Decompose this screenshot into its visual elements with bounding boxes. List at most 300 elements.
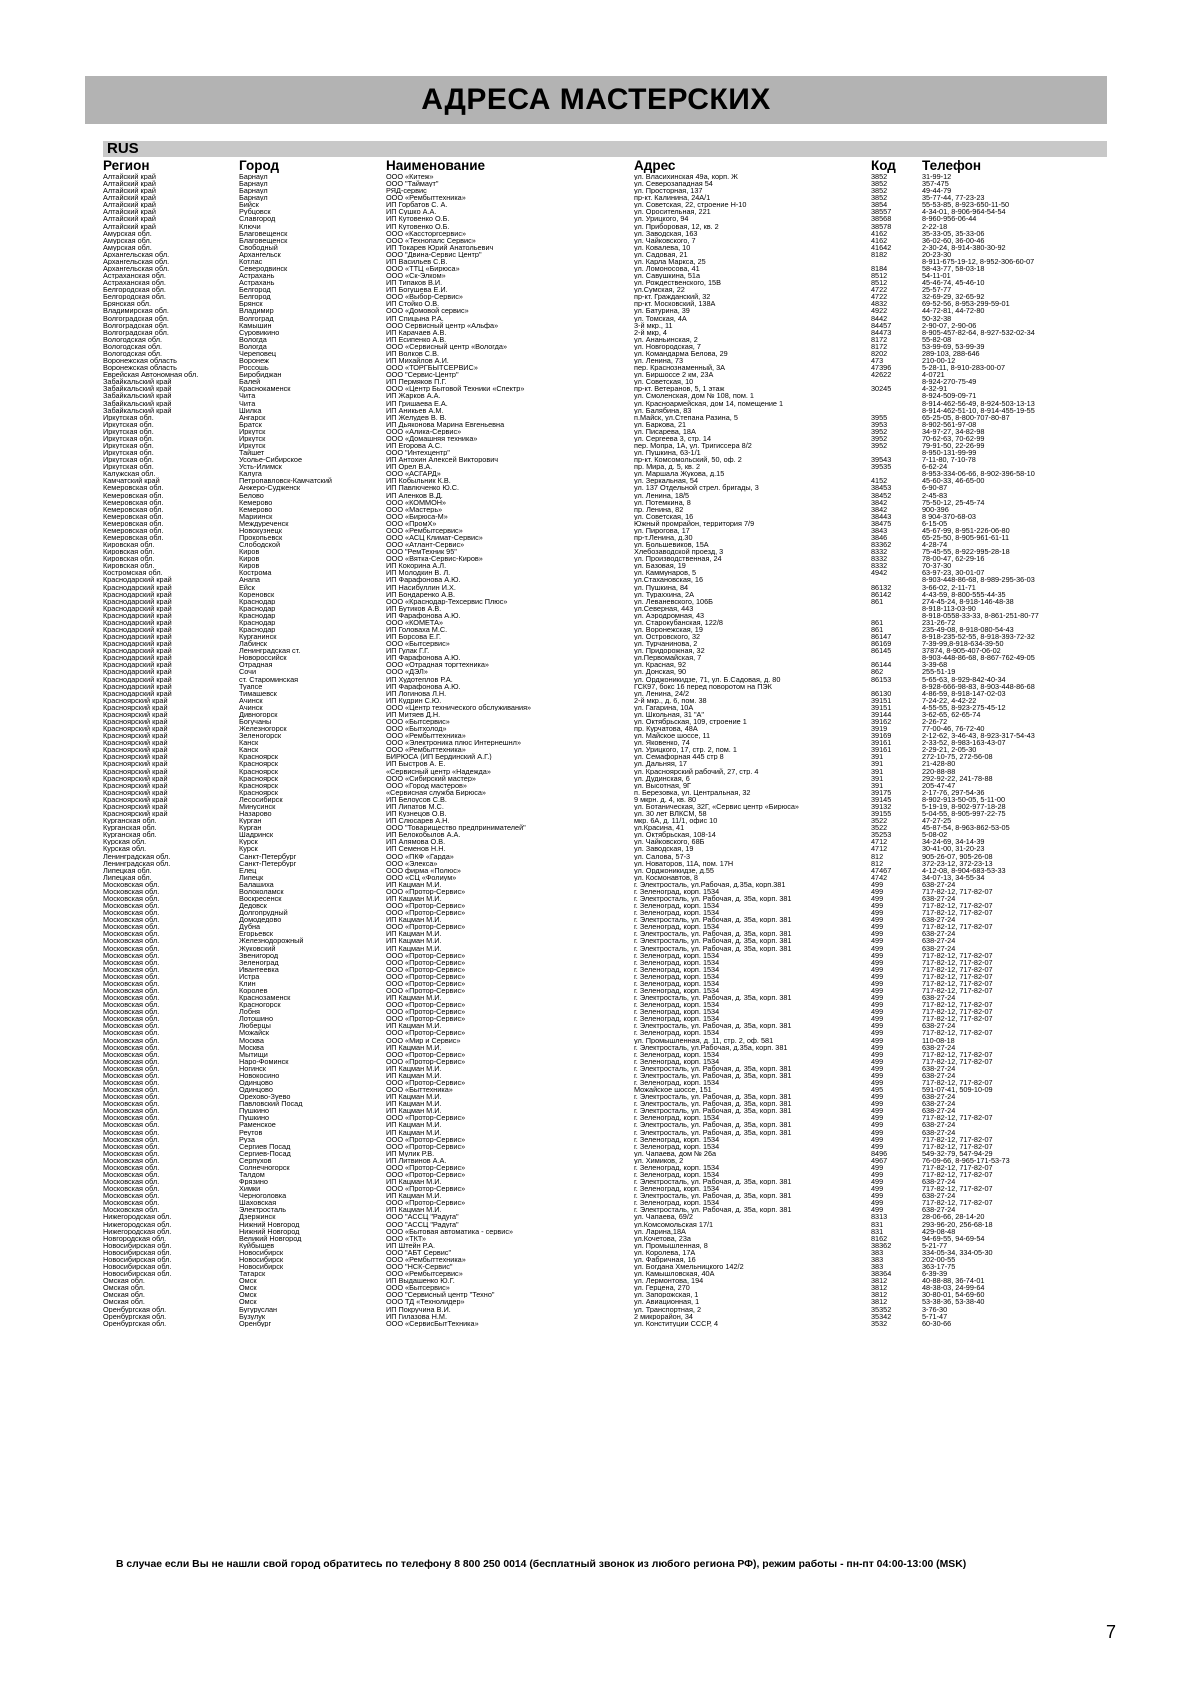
cell-region: Московская обл. (103, 1071, 160, 1079)
cell-region: Омская обл. (103, 1284, 145, 1292)
cell-code: 4712 (871, 845, 888, 853)
cell-phone: 717-82-12, 717-82-07 (922, 1008, 993, 1016)
table-row (103, 1114, 1107, 1121)
cell-region: Краснодарский край (103, 661, 172, 669)
cell-city: Владимир (239, 307, 274, 315)
cell-name: ООО «Рембыттехника» (386, 746, 466, 754)
cell-name: ООО "Сервисный центр "Техно" (386, 1291, 495, 1299)
cell-phone: 5-65-63, 8-929-842-40-34 (922, 675, 1006, 683)
cell-city: Череповец (239, 349, 277, 358)
cell-code: 3842 (871, 505, 888, 513)
table-row (103, 1206, 1107, 1213)
cell-address: г. Зеленоград, корп. 1534 (634, 1050, 720, 1058)
cell-name: «Сервисная служба Бирюса» (386, 788, 486, 796)
table-row (103, 591, 1107, 598)
cell-region: Алтайский край (103, 173, 156, 181)
cell-code: 8184 (871, 265, 888, 273)
table-row (103, 1044, 1107, 1051)
cell-code: 499 (871, 1057, 884, 1065)
table-row (103, 1228, 1107, 1235)
cell-phone: 34-24-69, 34-14-39 (922, 838, 985, 846)
cell-address: ул. Дудинская, 6 (634, 774, 690, 782)
table-row (103, 513, 1107, 520)
table-row (103, 1277, 1107, 1284)
cell-region: Краснодарский край (103, 626, 172, 634)
cell-region: Кемеровская обл. (103, 491, 164, 499)
cell-city: Краснодар (239, 597, 276, 605)
cell-region: Московская обл. (103, 909, 160, 917)
cell-name: ООО «ПромХ» (386, 519, 437, 527)
cell-region: Красноярский край (103, 774, 168, 782)
cell-code: 4967 (871, 1156, 888, 1164)
cell-region: Архангельская обл. (103, 250, 170, 258)
cell-code (871, 654, 922, 661)
cell-phone: 638-27-24 (922, 1107, 956, 1115)
cell-city: Пушкино (239, 1114, 270, 1122)
cell-address: г. Зеленоград, корп. 1534 (634, 958, 720, 966)
cell-code: 831 (871, 1227, 884, 1235)
cell-city: Назарово (239, 810, 272, 818)
cell-city: Рубцовск (239, 208, 271, 216)
cell-phone: 8 904-370-68-03 (922, 512, 976, 520)
cell-name: ООО «Бытсервис» (386, 1284, 450, 1292)
cell-address: г. Зеленоград, корп. 1534 (634, 1163, 720, 1172)
table-row (103, 640, 1107, 647)
cell-region: Краснодарский край (103, 654, 172, 662)
cell-code: 499 (871, 972, 884, 980)
table-row (103, 1079, 1107, 1086)
table-row (103, 506, 1107, 513)
table-row (103, 1235, 1107, 1242)
cell-city: Чита (239, 392, 256, 400)
cell-phone: 5-08-02 (922, 831, 948, 839)
table-row (103, 499, 1107, 506)
table-row (103, 782, 1107, 789)
cell-address: г. Электросталь, ул. Рабочая, д. 35а, корп. 381 (634, 1064, 792, 1072)
cell-phone: 717-82-12, 717-82-07 (922, 1057, 993, 1065)
cell-phone: 47-27-25 (922, 817, 952, 825)
cell-address: ул.Северная, 443 (634, 604, 694, 612)
cell-code: 3812 (871, 1284, 888, 1292)
cell-address: ул. Октябрьская, 108-14 (634, 831, 716, 839)
cell-address: г. Электросталь, ул. Рабочая, д. 35а, корп. 381 (634, 1022, 792, 1030)
cell-address: пр-кт. Гражданский, 32 (634, 293, 711, 301)
table-row (103, 647, 1107, 654)
cell-address: ул.Сумская, 22 (634, 286, 685, 294)
cell-phone: 8-918-113-03-90 (922, 604, 976, 612)
cell-phone: 638-27-24 (922, 1121, 956, 1129)
table-row (103, 1199, 1107, 1206)
cell-address: г. Зеленоград, корп. 1534 (634, 1008, 720, 1016)
cell-phone: 334-05-34, 334-05-30 (922, 1248, 993, 1256)
cell-region: Кемеровская обл. (103, 505, 164, 513)
cell-city: Краснокаменск (239, 385, 291, 393)
cell-address: пер. Мопра, 1А, ул. Тригиссера 8/2 (634, 441, 752, 450)
table-row (103, 548, 1107, 555)
cell-city: Жуковский (239, 944, 276, 952)
cell-code: 86132 (871, 583, 892, 591)
cell-name: ООО «Технопалс Сервис» (386, 236, 476, 244)
table-row (103, 746, 1107, 753)
cell-city: Зеленогорск (239, 732, 282, 740)
cell-code: 3852 (871, 180, 888, 188)
cell-address: ул. Батурина, 39 (634, 307, 690, 315)
table-row (103, 1213, 1107, 1220)
cell-city: Усолье-Сибирское (239, 456, 303, 464)
cell-code: 86144 (871, 661, 892, 669)
cell-phone: 255-51-19 (922, 668, 956, 676)
cell-name: ООО «Протор-Сервис» (386, 909, 466, 917)
cell-city: Раменское (239, 1121, 276, 1129)
cell-code: 4942 (871, 569, 888, 577)
table-row (103, 937, 1107, 944)
table-row (103, 1313, 1107, 1320)
table-body (103, 173, 1107, 1327)
cell-code: 39169 (871, 732, 892, 740)
cell-region: Оренбургская обл. (103, 1312, 167, 1320)
cell-address: ул.Красина, 41 (634, 824, 685, 832)
table-row (103, 704, 1107, 711)
cell-code: 3952 (871, 434, 888, 442)
cell-name: ИП Орел В.А. (386, 463, 433, 471)
cell-name: ООО «Краснодар-Техсервис Плюс» (386, 597, 508, 605)
cell-name: ООО «КОМЕТА» (386, 618, 444, 626)
cell-name: ООО «Центр технического обслуживания» (386, 703, 532, 711)
cell-region: Краснодарский край (103, 668, 172, 676)
cell-name: ИП Кацман М.И. (386, 1064, 442, 1072)
cell-city: Зеленоград (239, 958, 279, 966)
cell-region: Алтайский край (103, 194, 156, 202)
table-row (103, 244, 1107, 251)
cell-name: ИП Бутиков А.В. (386, 604, 442, 612)
table-row (103, 484, 1107, 491)
cell-city: Омск (239, 1284, 257, 1292)
cell-code: 383 (871, 1248, 884, 1256)
cell-address: г. Электросталь, ул.Рабочая, д.35а, корп.381 (634, 880, 786, 888)
table-row (103, 874, 1107, 881)
table-row (103, 945, 1107, 952)
cell-address: ул. Чайковского, 7 (634, 236, 696, 244)
cell-city: Прокопьевск (239, 533, 283, 542)
cell-address: ул. Придорожная, 32 (634, 647, 705, 655)
cell-address: ул. Ботаническая, 32Г, «Сервис центр «Бирюса» (634, 802, 799, 811)
table-row (103, 421, 1107, 428)
cell-phone: 20-23-30 (922, 250, 952, 258)
table-row (103, 853, 1107, 860)
cell-address: ул. Писарева, 18А (634, 427, 696, 435)
cell-city: Омск (239, 1291, 257, 1299)
cell-code: 38443 (871, 512, 892, 520)
cell-code: 3812 (871, 1291, 888, 1299)
table-row (103, 661, 1107, 668)
table-row (103, 555, 1107, 562)
cell-phone: 45-46-74, 45-46-10 (922, 279, 985, 287)
table-row (103, 619, 1107, 626)
cell-address: 2-й мкр, 4 (634, 328, 667, 336)
table-row (103, 1164, 1107, 1171)
cell-address: г. Электросталь, ул. Рабочая, д. 35а, корп. 381 (634, 1121, 792, 1129)
cell-region: Вологодская обл. (103, 349, 163, 358)
cell-address: ул. Чапаева, 69/2 (634, 1213, 693, 1221)
cell-phone: 21-428-80 (922, 760, 956, 768)
table-row (103, 527, 1107, 534)
cell-city: Иркутск (239, 427, 266, 435)
cell-city: Звенигород (239, 951, 279, 959)
cell-code: 499 (871, 1206, 884, 1214)
cell-city: Дивногорск (239, 710, 278, 719)
cell-city: Одинцово (239, 1079, 273, 1087)
cell-code: 86130 (871, 689, 892, 697)
table-header-row (103, 158, 1107, 173)
cell-city: Ивантеевка (239, 965, 279, 973)
cell-code: 38453 (871, 484, 892, 492)
cell-code: 8512 (871, 279, 888, 287)
cell-address: пр-кт. Ветеранов, 5, 1 этаж (634, 385, 725, 393)
cell-code: 383 (871, 1255, 884, 1264)
cell-region: Нижегородская обл. (103, 1220, 172, 1228)
cell-phone: 2-26-72 (922, 718, 948, 726)
cell-region: Белгородская обл. (103, 286, 166, 294)
table-row (103, 520, 1107, 527)
cell-city: Бугуруслан (239, 1305, 278, 1313)
cell-city: Ачинск (239, 703, 263, 711)
cell-address: г. Электросталь, ул. Рабочая, д. 35а, корп. 381 (634, 1206, 792, 1214)
cell-phone: 235-49-08, 8-918-080-54-43 (922, 626, 1014, 634)
cell-code: 39535 (871, 463, 892, 471)
page-title: АДРЕСА МАСТЕРСКИХ (421, 83, 771, 116)
table-row (103, 576, 1107, 583)
table-row (103, 718, 1107, 725)
table-row (103, 810, 1107, 817)
cell-region: Московская обл. (103, 1142, 160, 1150)
table-row (103, 400, 1107, 407)
cell-name: ИП Есипенко А.В. (386, 335, 447, 343)
cell-name: ИП Спицына Р.А. (386, 314, 444, 322)
cell-code: 39144 (871, 710, 892, 719)
cell-code: 86142 (871, 590, 892, 598)
cell-address: ул. Производственная, 24 (634, 555, 722, 563)
cell-name: ИП Васильев С.В. (386, 257, 448, 266)
cell-phone: 5-19-19, 8-902-977-18-28 (922, 802, 1006, 811)
table-row (103, 463, 1107, 470)
table-row (103, 676, 1107, 683)
cell-address: ул. Семафорная 445 стр 8 (634, 753, 724, 761)
cell-address: ул. Заводская, 19 (634, 845, 694, 853)
cell-city: Балей (239, 378, 261, 386)
cell-city: Мытищи (239, 1050, 268, 1058)
cell-city: Слободской (239, 541, 281, 549)
cell-name: ООО «Протор-Сервис» (386, 1114, 466, 1122)
cell-region: Астраханская обл. (103, 279, 166, 287)
cell-city: Электросталь (239, 1206, 287, 1214)
cell-code (871, 449, 922, 456)
cell-phone: 45-87-54, 8-963-862-53-05 (922, 824, 1010, 832)
cell-code: 499 (871, 986, 884, 995)
cell-name: ООО «Быттехника» (386, 1086, 453, 1094)
cell-address: ул. Красноармейская, дом 14, помещение 1 (634, 399, 784, 407)
cell-code: 3919 (871, 725, 888, 733)
cell-region: Амурская обл. (103, 243, 152, 251)
cell-phone: 4-34-01, 8-906-964-54-54 (922, 208, 1006, 216)
cell-region: Нижегородская обл. (103, 1213, 172, 1221)
cell-region: Еврейская Автономная обл. (103, 371, 199, 379)
cell-phone: 429-08-48 (922, 1227, 956, 1235)
header-name: Наименование (386, 158, 486, 173)
cell-city: Иркутск (239, 441, 266, 450)
cell-name: ИП Кацман М.И. (386, 880, 442, 888)
cell-code: 499 (871, 1107, 884, 1115)
cell-city: Бузулук (239, 1312, 266, 1320)
cell-name: ИП Фарафонова А.Ю. (386, 611, 461, 619)
cell-address: ул. Приборовая, 12, кв. 2 (634, 222, 719, 230)
cell-code: 391 (871, 760, 884, 768)
cell-phone: 292-92-22, 241-78-88 (922, 774, 993, 782)
cell-code: 39151 (871, 703, 892, 711)
cell-region: Кировская обл. (103, 562, 155, 570)
cell-code: 4832 (871, 300, 888, 308)
cell-name: ООО «Протор-Сервис» (386, 1050, 466, 1058)
cell-code: 39132 (871, 802, 892, 811)
cell-city: Краснозаменск (239, 994, 291, 1002)
cell-code (871, 612, 922, 619)
cell-address: ул. Савушкина, 51а (634, 272, 701, 280)
table-row (103, 265, 1107, 272)
cell-name: ООО ТД «Технолидер» (386, 1298, 465, 1306)
table-row (103, 987, 1107, 994)
cell-city: Славгород (239, 215, 276, 223)
cell-phone: 4-43-59, 8-800-555-44-35 (922, 590, 1006, 598)
cell-phone: 717-82-12, 717-82-07 (922, 1050, 993, 1058)
cell-code: 861 (871, 626, 884, 634)
cell-address: ул. Каммунаров, 5 (634, 569, 697, 577)
cell-code: 499 (871, 930, 884, 938)
cell-phone: 5-71-47 (922, 1312, 948, 1320)
cell-address: г. Электросталь, ул. Рабочая, д. 35а, корп. 381 (634, 1071, 792, 1079)
cell-city: Лабинск (239, 640, 267, 648)
cell-address: ул. Урицкого, 94 (634, 215, 689, 223)
cell-name: ООО «Рембыттехника» (386, 1255, 466, 1264)
cell-name: ИП Кацман М.И. (386, 1071, 442, 1079)
cell-city: Лобня (239, 1008, 261, 1016)
cell-code (871, 605, 922, 612)
cell-phone: 6-15-05 (922, 519, 948, 527)
cell-city: Долгопрудный (239, 909, 288, 917)
title-bar (85, 76, 1107, 124)
cell-city: Омск (239, 1277, 257, 1285)
cell-city: Сергиев-Посад (239, 1149, 291, 1157)
cell-city: Татарск (239, 1270, 266, 1278)
cell-code: 83362 (871, 541, 892, 549)
cell-city: Егорьевск (239, 930, 273, 938)
cell-name: ИП Михайлов А.И. (386, 357, 449, 365)
cell-phone: 4-28-74 (922, 541, 948, 549)
cell-name: ООО «Протор-Сервис» (386, 887, 466, 895)
cell-region: Московская обл. (103, 1022, 160, 1030)
cell-city: Анжеро-Судженск (239, 484, 301, 492)
table-row (103, 477, 1107, 484)
cell-region: Забайкальский край (103, 378, 172, 386)
cell-city: Мариинск (239, 512, 273, 520)
cell-code: 3812 (871, 1277, 888, 1285)
cell-city: Биробиджан (239, 371, 282, 379)
table-row (103, 867, 1107, 874)
country-bar (103, 141, 1107, 157)
table-row (103, 1022, 1107, 1029)
cell-city: Наро-Фоминск (239, 1057, 289, 1065)
cell-address: ул. Герцена, 270 (634, 1284, 690, 1292)
cell-region: Кемеровская обл. (103, 484, 164, 492)
cell-address: ул. 30 лет ВЛКСМ, 58 (634, 810, 707, 818)
table-row (103, 329, 1107, 336)
cell-region: Красноярский край (103, 810, 168, 818)
cell-name: ООО «ТКТ» (386, 1234, 427, 1242)
cell-phone: 4-0721 (922, 371, 945, 379)
cell-name: ООО «Сибирский мастер» (386, 774, 476, 782)
cell-region: Московская обл. (103, 887, 160, 895)
cell-code: 39161 (871, 746, 892, 754)
table-row (103, 279, 1107, 286)
cell-name: ООО Сервисный центр «Альфа» (386, 321, 499, 329)
cell-address: п.Майск, ул.Степана Разина, 5 (634, 413, 738, 421)
cell-address: г. Электросталь, ул. Рабочая, д. 35а, корп. 381 (634, 894, 792, 903)
cell-code: 8332 (871, 548, 888, 556)
cell-code (871, 576, 922, 583)
cell-region: Красноярский край (103, 795, 168, 803)
cell-region: Забайкальский край (103, 392, 172, 400)
cell-address: ул.Комсомольская 17/1 (634, 1220, 714, 1228)
table-row (103, 449, 1107, 456)
cell-city: Междуреченск (239, 519, 289, 527)
cell-name: ИП Алямова О.В. (386, 838, 446, 846)
cell-city: Химки (239, 1185, 261, 1193)
cell-region: Иркутская обл. (103, 463, 154, 471)
cell-city: Анапа (239, 576, 260, 584)
cell-phone: 8-903-448-86-68, 8-867-762-49-05 (922, 654, 1035, 662)
cell-name: ИП Горбатов С. А. (386, 201, 448, 209)
cell-city: Кореновск (239, 590, 275, 598)
cell-region: Краснодарский край (103, 590, 172, 598)
cell-region: Архангельская обл. (103, 257, 170, 266)
cell-region: Иркутская обл. (103, 449, 154, 457)
cell-code: 391 (871, 767, 884, 775)
cell-name: ООО «Бытхолод» (386, 725, 447, 733)
cell-city: Кемерово (239, 505, 273, 513)
table-row (103, 966, 1107, 973)
cell-city: Краснодар (239, 611, 276, 619)
cell-code: 3952 (871, 427, 888, 435)
cell-phone: 717-82-12, 717-82-07 (922, 1029, 993, 1037)
cell-phone: 202-00-55 (922, 1255, 956, 1264)
cell-region: Алтайский край (103, 180, 156, 188)
cell-code: 4922 (871, 307, 888, 315)
table-row (103, 760, 1107, 767)
cell-code: 3532 (871, 1319, 888, 1327)
cell-address: пер. Краснознаменный, 3А (634, 364, 726, 372)
cell-region: Омская обл. (103, 1298, 145, 1306)
cell-name: ИП Дьяконова Марина Евгеньевна (386, 420, 505, 428)
cell-city: Санкт-Петербург (239, 859, 297, 867)
cell-name: ООО «Протор-Сервис» (386, 1163, 466, 1172)
cell-city: Барнаул (239, 180, 268, 188)
cell-code: 499 (871, 1001, 884, 1009)
cell-code: 499 (871, 887, 884, 895)
cell-region: Новосибирская обл. (103, 1263, 172, 1271)
cell-address: пр. Ленина, 82 (634, 505, 684, 513)
cell-phone: 6-39-39 (922, 1270, 948, 1278)
cell-phone: 717-82-12, 717-82-07 (922, 965, 993, 973)
cell-city: Елец (239, 866, 257, 874)
cell-region: Новосибирская обл. (103, 1270, 172, 1278)
